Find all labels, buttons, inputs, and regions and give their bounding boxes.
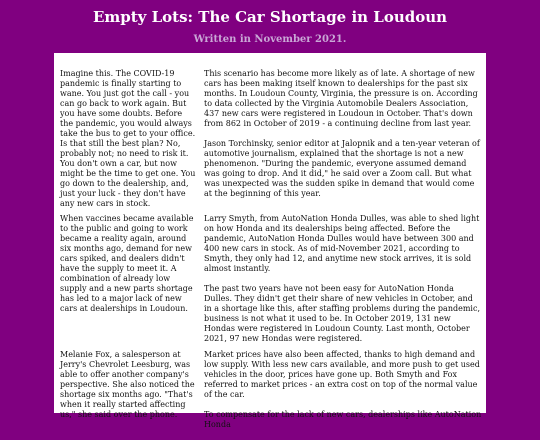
section-3-right-text (204, 350, 482, 440)
section-2-paragraph-1: Larry Smyth, from AutoNation Honda Dulles, was able to shed light on how Honda and its dealerships being affected. Before the pandemic, AutoNation Honda Dulles would have between 300 and 400 new cars in stock. As of mid-November 2021, according to Smyth, they only had 12, and anytime new stock arrives, it is sold almost instantly. (204, 214, 480, 273)
page-title: Empty Lots: The Car Shortage in Loudoun (92, 8, 448, 26)
section-1-paragraph-2: Jason Torchinsky, senior editor at Jalopnik and a ten-year veteran of automotive journalism, explained that the shortage is not a new phenomenon. "During the pandemic, everyone assumed demand was going to drop. And it did," he said over a Zoom call. But what was unexpected was the sudden spike in demand that would come at the beginning of this year. (204, 139, 480, 198)
section-1-left-text: Imagine this. The COVID-19 pandemic is finally starting to wane. You just got the call - you can go back to work again. But you have some doubts. Before the pandemic, you would always take the bus to get to your office. Is that still the best plan? No, probably not; no need to risk it. You don't own a car, but now might be the time to get one. You go down to the dealership, and, just your luck - they don't have any new cars in stock. (60, 69, 196, 208)
section-1-paragraph-1: This scenario has become more likely as of late. A shortage of new cars has been making itself known to dealerships for the past six months. In Loudoun County, Virginia, the pressure is on. According to data collected by the Virginia Automobile Dealers Association, 437 new cars were registered in Loudoun in October. That's down from 862 in October of 2019 - a continuing decline from last year. (204, 69, 478, 128)
article-body (54, 53, 486, 429)
section-2-left-text: When vaccines became available to the public and going to work became a reality again, around six months ago, demand for new cars spiked, and dealers didn't have the supply to meet it. A combination of already low supply and a new parts shortage has led to a major lack of new cars at dealerships in Loudoun. (60, 214, 194, 313)
section-1-right-text (204, 69, 482, 209)
section-3-left-text: Melanie Fox, a salesperson at Jerry's Chevrolet Leesburg, was able to offer another company's perspective. She also noticed the shortage six months ago. "That's when it really started affecting us," she said over the phone. (60, 350, 195, 419)
page-subtitle: Written in November 2021. (193, 34, 347, 45)
section-3-paragraph-2: To compensate for the lack of new cars, dealerships like AutoNation Honda (204, 410, 482, 429)
section-2-right-text (204, 214, 482, 354)
section-2-paragraph-2: The past two years have not been easy for AutoNation Honda Dulles. They didn't get their share of new vehicles in October, and in a shortage like this, after staffing problems during the pandemic, business is not what it used to be. In October 2019, 131 new Hondas were registered in Loudoun County. Last month, October 2021, 97 new Hondas were registered. (204, 284, 480, 343)
section-3-paragraph-1: Market prices have also been affected, thanks to high demand and low supply. With less new cars available, and more push to get used vehicles in the door, prices have gone up. Both Smyth and Fox referred to market prices - an extra cost on top of the normal value of the car. (204, 350, 480, 399)
